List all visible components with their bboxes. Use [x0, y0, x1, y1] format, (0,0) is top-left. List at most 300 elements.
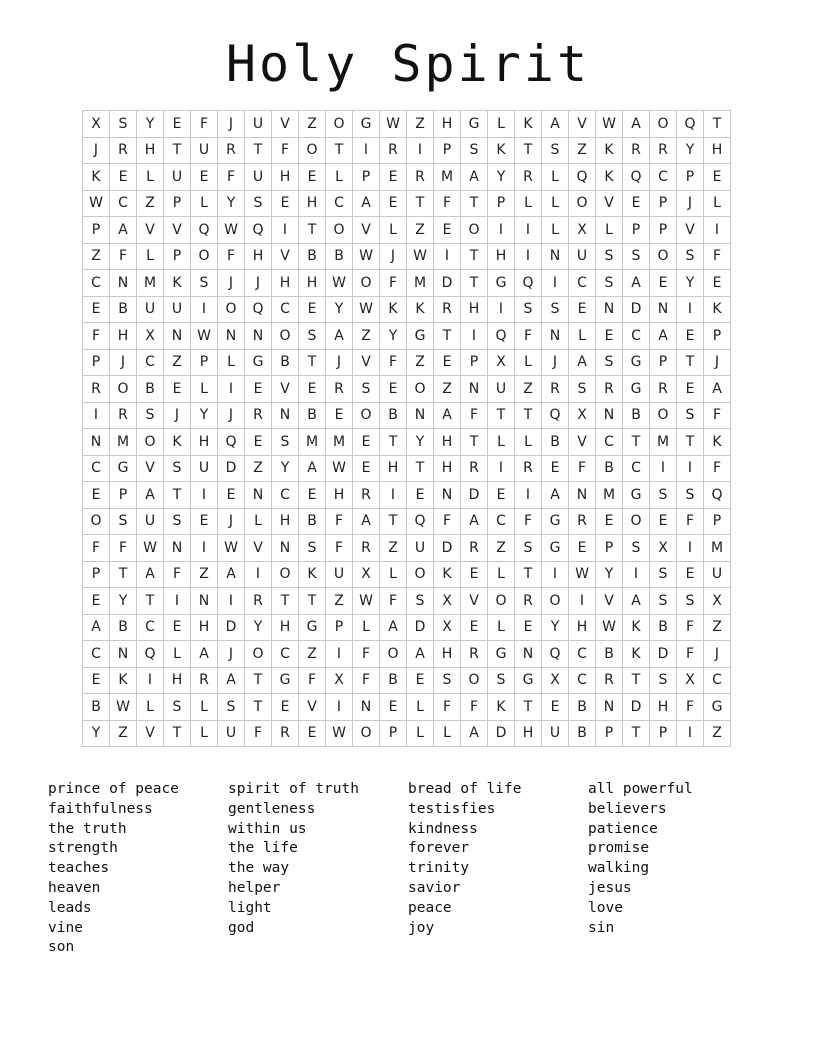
grid-cell: F: [353, 667, 380, 694]
grid-cell: V: [245, 535, 272, 562]
grid-cell: L: [137, 164, 164, 191]
grid-cell: I: [380, 482, 407, 509]
grid-cell: D: [650, 641, 677, 668]
grid-cell: W: [353, 296, 380, 323]
grid-cell: U: [218, 720, 245, 747]
grid-cell: F: [83, 535, 110, 562]
grid-cell: E: [380, 164, 407, 191]
grid-cell: T: [272, 588, 299, 615]
grid-cell: E: [704, 270, 731, 297]
grid-cell: T: [164, 482, 191, 509]
grid-cell: H: [164, 667, 191, 694]
grid-cell: D: [623, 694, 650, 721]
grid-cell: J: [83, 137, 110, 164]
grid-cell: P: [623, 217, 650, 244]
grid-cell: J: [542, 349, 569, 376]
grid-cell: T: [623, 429, 650, 456]
grid-cell: M: [137, 270, 164, 297]
grid-cell: H: [434, 641, 461, 668]
grid-cell: D: [407, 614, 434, 641]
grid-cell: Z: [137, 190, 164, 217]
page-title: Holy Spirit: [225, 35, 591, 93]
grid-cell: I: [488, 217, 515, 244]
grid-cell: T: [488, 402, 515, 429]
grid-cell: I: [569, 588, 596, 615]
grid-cell: W: [596, 111, 623, 138]
grid-cell: Q: [245, 217, 272, 244]
grid-cell: E: [299, 164, 326, 191]
grid-cell: U: [326, 561, 353, 588]
grid-cell: T: [704, 111, 731, 138]
grid-cell: B: [299, 508, 326, 535]
grid-cell: S: [434, 667, 461, 694]
grid-cell: O: [272, 561, 299, 588]
grid-cell: X: [569, 217, 596, 244]
grid-cell: L: [488, 111, 515, 138]
grid-row: [83, 588, 731, 615]
grid-cell: Q: [569, 164, 596, 191]
grid-cell: Z: [704, 614, 731, 641]
grid-cell: T: [110, 561, 137, 588]
grid-cell: W: [569, 561, 596, 588]
word-item: god: [228, 919, 255, 936]
grid-cell: E: [623, 190, 650, 217]
grid-cell: B: [299, 243, 326, 270]
grid-cell: X: [677, 667, 704, 694]
grid-cell: H: [515, 720, 542, 747]
grid-cell: V: [569, 111, 596, 138]
grid-cell: F: [164, 561, 191, 588]
grid-cell: M: [596, 482, 623, 509]
grid-cell: Y: [677, 137, 704, 164]
grid-cell: C: [623, 323, 650, 350]
grid-cell: P: [596, 720, 623, 747]
grid-cell: N: [272, 535, 299, 562]
word-item: believers: [588, 800, 667, 817]
grid-cell: X: [434, 588, 461, 615]
grid-cell: B: [596, 641, 623, 668]
grid-cell: O: [245, 641, 272, 668]
grid-cell: P: [191, 349, 218, 376]
grid-cell: H: [434, 429, 461, 456]
grid-cell: Y: [407, 429, 434, 456]
grid-cell: Y: [677, 270, 704, 297]
word-item: helper: [228, 879, 281, 896]
grid-row: [83, 535, 731, 562]
grid-cell: K: [83, 164, 110, 191]
grid-cell: O: [650, 402, 677, 429]
grid-cell: X: [326, 667, 353, 694]
grid-cell: L: [515, 190, 542, 217]
grid-cell: A: [380, 614, 407, 641]
grid-cell: H: [434, 111, 461, 138]
grid-cell: I: [218, 376, 245, 403]
grid-cell: L: [137, 243, 164, 270]
grid-cell: S: [596, 349, 623, 376]
grid-cell: Q: [245, 296, 272, 323]
grid-cell: S: [191, 270, 218, 297]
grid-cell: T: [407, 455, 434, 482]
grid-cell: R: [515, 455, 542, 482]
word-item: teaches: [48, 860, 110, 877]
grid-cell: Y: [326, 296, 353, 323]
grid-cell: F: [272, 137, 299, 164]
grid-cell: F: [515, 323, 542, 350]
grid-cell: A: [218, 561, 245, 588]
grid-cell: M: [326, 429, 353, 456]
grid-cell: O: [191, 243, 218, 270]
grid-cell: A: [353, 190, 380, 217]
grid-cell: K: [623, 614, 650, 641]
word-item: light: [228, 899, 272, 916]
grid-cell: O: [353, 720, 380, 747]
grid-cell: F: [677, 641, 704, 668]
grid-cell: L: [488, 614, 515, 641]
grid-cell: N: [596, 402, 623, 429]
grid-cell: E: [83, 667, 110, 694]
grid-cell: Z: [326, 588, 353, 615]
grid-cell: E: [353, 455, 380, 482]
grid-cell: I: [191, 296, 218, 323]
grid-cell: A: [191, 641, 218, 668]
grid-cell: S: [650, 561, 677, 588]
grid-cell: A: [623, 270, 650, 297]
grid-cell: R: [623, 137, 650, 164]
grid-cell: I: [353, 137, 380, 164]
grid-cell: M: [704, 535, 731, 562]
grid-cell: E: [164, 111, 191, 138]
grid-cell: S: [353, 376, 380, 403]
grid-cell: Z: [164, 349, 191, 376]
grid-cell: V: [272, 376, 299, 403]
grid-cell: G: [623, 376, 650, 403]
grid-cell: V: [596, 190, 623, 217]
grid-cell: T: [299, 588, 326, 615]
grid-cell: R: [380, 137, 407, 164]
grid-cell: X: [83, 111, 110, 138]
grid-cell: W: [353, 243, 380, 270]
grid-cell: A: [407, 641, 434, 668]
grid-row: [83, 111, 731, 138]
letter-grid: [82, 110, 731, 747]
grid-cell: E: [677, 561, 704, 588]
grid-cell: H: [488, 243, 515, 270]
grid-cell: N: [542, 243, 569, 270]
grid-cell: I: [326, 641, 353, 668]
grid-cell: Z: [299, 641, 326, 668]
grid-cell: S: [677, 402, 704, 429]
grid-row: [83, 455, 731, 482]
grid-cell: E: [299, 720, 326, 747]
grid-cell: R: [407, 164, 434, 191]
grid-cell: O: [326, 111, 353, 138]
grid-cell: F: [434, 694, 461, 721]
grid-cell: U: [245, 164, 272, 191]
grid-cell: S: [542, 296, 569, 323]
grid-cell: J: [677, 190, 704, 217]
grid-cell: O: [326, 217, 353, 244]
grid-cell: R: [461, 455, 488, 482]
grid-cell: U: [488, 376, 515, 403]
grid-cell: E: [677, 376, 704, 403]
grid-row: [83, 164, 731, 191]
grid-cell: V: [164, 217, 191, 244]
grid-cell: R: [272, 720, 299, 747]
grid-cell: C: [326, 190, 353, 217]
grid-cell: W: [191, 323, 218, 350]
grid-cell: F: [704, 243, 731, 270]
grid-cell: S: [164, 508, 191, 535]
grid-cell: K: [110, 667, 137, 694]
grid-cell: B: [137, 376, 164, 403]
grid-cell: U: [191, 455, 218, 482]
grid-cell: P: [164, 190, 191, 217]
grid-cell: I: [488, 296, 515, 323]
grid-cell: G: [299, 614, 326, 641]
grid-cell: G: [488, 270, 515, 297]
grid-cell: E: [326, 402, 353, 429]
grid-cell: U: [164, 296, 191, 323]
grid-cell: E: [596, 323, 623, 350]
grid-cell: I: [677, 720, 704, 747]
grid-cell: H: [245, 243, 272, 270]
grid-row: [83, 190, 731, 217]
grid-cell: A: [542, 111, 569, 138]
grid-cell: C: [569, 667, 596, 694]
grid-cell: H: [110, 323, 137, 350]
grid-cell: S: [461, 137, 488, 164]
grid-cell: O: [407, 561, 434, 588]
grid-cell: T: [461, 190, 488, 217]
grid-cell: V: [353, 349, 380, 376]
grid-cell: L: [407, 720, 434, 747]
grid-cell: L: [191, 720, 218, 747]
grid-cell: B: [110, 296, 137, 323]
grid-cell: T: [164, 137, 191, 164]
grid-cell: O: [83, 508, 110, 535]
grid-cell: T: [380, 429, 407, 456]
grid-cell: F: [191, 111, 218, 138]
grid-cell: E: [245, 429, 272, 456]
grid-cell: W: [110, 694, 137, 721]
grid-cell: Z: [407, 111, 434, 138]
grid-row: [83, 217, 731, 244]
grid-cell: T: [461, 270, 488, 297]
grid-cell: I: [218, 588, 245, 615]
grid-cell: T: [245, 667, 272, 694]
grid-cell: Q: [542, 402, 569, 429]
grid-row: [83, 349, 731, 376]
grid-cell: T: [461, 243, 488, 270]
grid-cell: Y: [137, 111, 164, 138]
grid-cell: Y: [380, 323, 407, 350]
grid-cell: F: [245, 720, 272, 747]
grid-cell: P: [353, 164, 380, 191]
word-item: promise: [588, 840, 650, 857]
grid-cell: S: [488, 667, 515, 694]
grid-cell: C: [650, 164, 677, 191]
grid-cell: W: [326, 720, 353, 747]
grid-cell: T: [164, 720, 191, 747]
word-list: [48, 780, 768, 958]
grid-row: [83, 376, 731, 403]
grid-cell: O: [353, 402, 380, 429]
grid-cell: C: [623, 455, 650, 482]
grid-cell: T: [137, 588, 164, 615]
grid-cell: I: [83, 402, 110, 429]
grid-cell: N: [353, 694, 380, 721]
grid-cell: O: [542, 588, 569, 615]
grid-cell: T: [299, 349, 326, 376]
grid-cell: P: [326, 614, 353, 641]
grid-cell: S: [596, 270, 623, 297]
grid-cell: A: [434, 402, 461, 429]
grid-cell: L: [515, 429, 542, 456]
grid-cell: I: [191, 482, 218, 509]
grid-cell: R: [596, 376, 623, 403]
grid-cell: T: [515, 137, 542, 164]
grid-cell: L: [380, 217, 407, 244]
grid-cell: F: [704, 455, 731, 482]
grid-cell: H: [704, 137, 731, 164]
grid-cell: R: [83, 376, 110, 403]
grid-cell: Q: [704, 482, 731, 509]
grid-cell: H: [650, 694, 677, 721]
grid-cell: I: [407, 137, 434, 164]
grid-cell: T: [677, 429, 704, 456]
grid-cell: K: [299, 561, 326, 588]
grid-cell: O: [218, 296, 245, 323]
grid-cell: H: [272, 614, 299, 641]
grid-cell: E: [83, 482, 110, 509]
grid-cell: H: [380, 455, 407, 482]
grid-cell: L: [191, 694, 218, 721]
grid-cell: P: [488, 190, 515, 217]
grid-row: [83, 667, 731, 694]
grid-cell: L: [596, 217, 623, 244]
grid-cell: J: [164, 402, 191, 429]
grid-cell: Z: [353, 323, 380, 350]
grid-cell: A: [461, 508, 488, 535]
grid-cell: I: [677, 455, 704, 482]
grid-cell: R: [245, 588, 272, 615]
grid-cell: G: [488, 641, 515, 668]
grid-cell: S: [515, 535, 542, 562]
grid-cell: L: [542, 190, 569, 217]
grid-cell: Y: [542, 614, 569, 641]
grid-cell: S: [677, 482, 704, 509]
grid-cell: X: [650, 535, 677, 562]
grid-cell: T: [623, 720, 650, 747]
grid-cell: T: [326, 137, 353, 164]
grid-cell: S: [164, 455, 191, 482]
grid-cell: T: [299, 217, 326, 244]
grid-cell: P: [677, 164, 704, 191]
grid-cell: Y: [191, 402, 218, 429]
grid-cell: Q: [488, 323, 515, 350]
grid-cell: C: [272, 482, 299, 509]
grid-cell: T: [245, 137, 272, 164]
word-item: faithfulness: [48, 800, 153, 817]
grid-cell: C: [83, 455, 110, 482]
grid-cell: G: [542, 535, 569, 562]
grid-cell: I: [542, 270, 569, 297]
grid-cell: J: [218, 402, 245, 429]
grid-cell: E: [353, 429, 380, 456]
grid-cell: A: [83, 614, 110, 641]
grid-cell: O: [650, 243, 677, 270]
grid-cell: T: [461, 429, 488, 456]
grid-cell: H: [272, 508, 299, 535]
grid-cell: N: [110, 641, 137, 668]
grid-cell: X: [434, 614, 461, 641]
grid-row: [83, 508, 731, 535]
grid-cell: E: [569, 296, 596, 323]
grid-cell: O: [137, 429, 164, 456]
grid-cell: Z: [569, 137, 596, 164]
word-item: forever: [408, 840, 470, 857]
grid-cell: H: [137, 137, 164, 164]
grid-cell: F: [299, 667, 326, 694]
grid-cell: P: [596, 535, 623, 562]
grid-cell: J: [110, 349, 137, 376]
grid-cell: K: [164, 429, 191, 456]
grid-cell: K: [704, 296, 731, 323]
grid-row: [83, 296, 731, 323]
grid-cell: M: [407, 270, 434, 297]
grid-cell: R: [353, 482, 380, 509]
grid-cell: Q: [677, 111, 704, 138]
grid-cell: F: [461, 694, 488, 721]
grid-cell: I: [677, 296, 704, 323]
grid-cell: X: [137, 323, 164, 350]
grid-cell: U: [137, 296, 164, 323]
grid-cell: E: [407, 482, 434, 509]
grid-cell: D: [434, 270, 461, 297]
grid-cell: H: [326, 482, 353, 509]
grid-cell: R: [434, 296, 461, 323]
word-item: strength: [48, 840, 118, 857]
grid-cell: O: [299, 137, 326, 164]
word-item: heaven: [48, 879, 101, 896]
grid-cell: E: [407, 667, 434, 694]
grid-cell: U: [191, 137, 218, 164]
grid-cell: L: [488, 561, 515, 588]
grid-cell: E: [380, 190, 407, 217]
grid-cell: J: [704, 641, 731, 668]
grid-cell: F: [704, 402, 731, 429]
grid-cell: E: [569, 535, 596, 562]
grid-cell: I: [272, 217, 299, 244]
grid-cell: Y: [596, 561, 623, 588]
grid-cell: N: [164, 535, 191, 562]
grid-cell: L: [542, 164, 569, 191]
grid-cell: B: [326, 243, 353, 270]
grid-cell: O: [353, 270, 380, 297]
grid-cell: V: [677, 217, 704, 244]
grid-cell: P: [650, 217, 677, 244]
grid-cell: A: [650, 323, 677, 350]
grid-cell: S: [299, 535, 326, 562]
grid-cell: K: [488, 694, 515, 721]
word-item: vine: [48, 919, 83, 936]
grid-cell: W: [407, 243, 434, 270]
grid-cell: O: [569, 190, 596, 217]
grid-cell: I: [650, 455, 677, 482]
grid-cell: E: [218, 482, 245, 509]
grid-cell: H: [299, 190, 326, 217]
word-item: spirit of truth: [228, 781, 359, 797]
